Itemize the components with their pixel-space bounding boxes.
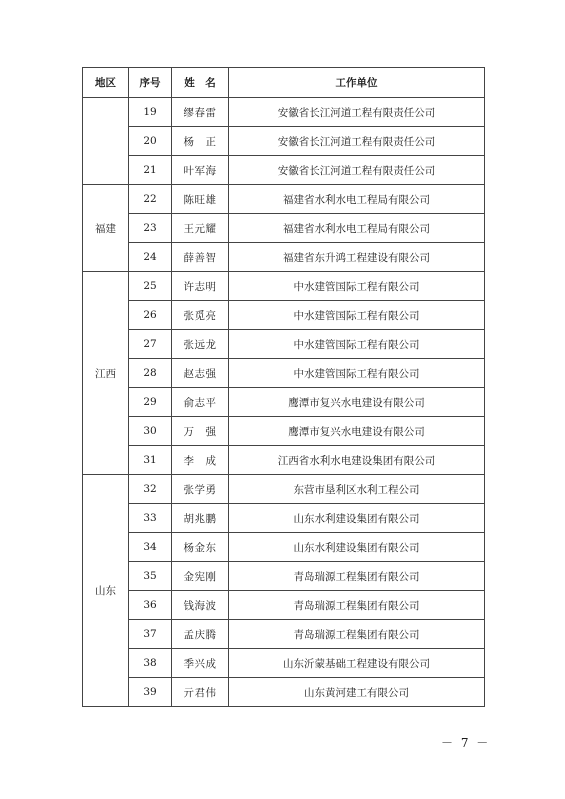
work-unit-cell: 福建省东升鸿工程建设有限公司 <box>229 243 485 272</box>
work-unit-cell: 中水建管国际工程有限公司 <box>229 359 485 388</box>
work-unit-cell: 江西省水利水电建设集团有限公司 <box>229 446 485 475</box>
number-cell: 34 <box>129 533 172 562</box>
table-row <box>83 301 485 330</box>
table-row <box>83 620 485 649</box>
table-row <box>83 475 485 504</box>
table-row <box>83 243 485 272</box>
table-row <box>83 330 485 359</box>
header-work-unit: 工作单位 <box>229 68 485 98</box>
number-cell: 37 <box>129 620 172 649</box>
table-row <box>83 214 485 243</box>
number-cell: 19 <box>129 98 172 127</box>
header-number: 序号 <box>129 68 172 98</box>
personnel-table <box>82 67 485 707</box>
work-unit-cell: 东营市垦利区水利工程公司 <box>229 475 485 504</box>
number-cell: 38 <box>129 649 172 678</box>
name-cell: 王元耀 <box>172 214 229 243</box>
name-cell: 薛善智 <box>172 243 229 272</box>
table-row <box>83 533 485 562</box>
work-unit-cell: 青岛瑞源工程集团有限公司 <box>229 591 485 620</box>
work-unit-cell: 中水建管国际工程有限公司 <box>229 330 485 359</box>
work-unit-cell: 山东水利建设集团有限公司 <box>229 533 485 562</box>
table-row <box>83 417 485 446</box>
number-cell: 22 <box>129 185 172 214</box>
number-cell: 26 <box>129 301 172 330</box>
work-unit-cell: 安徽省长江河道工程有限责任公司 <box>229 98 485 127</box>
region-cell: 福建 <box>83 185 129 272</box>
number-cell: 39 <box>129 678 172 707</box>
name-cell: 孟庆腾 <box>172 620 229 649</box>
name-cell: 陈旺雄 <box>172 185 229 214</box>
table-header-row <box>83 68 485 98</box>
number-cell: 23 <box>129 214 172 243</box>
work-unit-cell: 山东黄河建工有限公司 <box>229 678 485 707</box>
name-cell: 许志明 <box>172 272 229 301</box>
name-cell: 张觅亮 <box>172 301 229 330</box>
number-cell: 30 <box>129 417 172 446</box>
name-cell: 李 成 <box>172 446 229 475</box>
table-row <box>83 98 485 127</box>
table-row <box>83 591 485 620</box>
name-cell: 俞志平 <box>172 388 229 417</box>
work-unit-cell: 安徽省长江河道工程有限责任公司 <box>229 127 485 156</box>
table-row <box>83 649 485 678</box>
header-region: 地区 <box>83 68 129 98</box>
table-body <box>83 98 485 707</box>
name-cell: 亓君伟 <box>172 678 229 707</box>
number-cell: 31 <box>129 446 172 475</box>
work-unit-cell: 中水建管国际工程有限公司 <box>229 301 485 330</box>
name-cell: 钱海波 <box>172 591 229 620</box>
name-cell: 赵志强 <box>172 359 229 388</box>
name-cell: 杨金东 <box>172 533 229 562</box>
number-cell: 21 <box>129 156 172 185</box>
name-cell: 缪春雷 <box>172 98 229 127</box>
table-row <box>83 156 485 185</box>
table-row <box>83 359 485 388</box>
work-unit-cell: 福建省水利水电工程局有限公司 <box>229 185 485 214</box>
table-row <box>83 504 485 533</box>
table-row <box>83 185 485 214</box>
table-row <box>83 446 485 475</box>
table-row <box>83 678 485 707</box>
table-row <box>83 127 485 156</box>
number-cell: 29 <box>129 388 172 417</box>
number-cell: 25 <box>129 272 172 301</box>
name-cell: 杨 正 <box>172 127 229 156</box>
number-cell: 32 <box>129 475 172 504</box>
number-cell: 24 <box>129 243 172 272</box>
work-unit-cell: 中水建管国际工程有限公司 <box>229 272 485 301</box>
page-number: － 7 － <box>441 736 491 750</box>
name-cell: 张学勇 <box>172 475 229 504</box>
name-cell: 叶军海 <box>172 156 229 185</box>
table-row <box>83 272 485 301</box>
work-unit-cell: 鹰潭市复兴水电建设有限公司 <box>229 388 485 417</box>
name-cell: 张远龙 <box>172 330 229 359</box>
number-cell: 33 <box>129 504 172 533</box>
work-unit-cell: 青岛瑞源工程集团有限公司 <box>229 562 485 591</box>
work-unit-cell: 山东沂蒙基础工程建设有限公司 <box>229 649 485 678</box>
work-unit-cell: 安徽省长江河道工程有限责任公司 <box>229 156 485 185</box>
table-row <box>83 562 485 591</box>
region-cell <box>83 98 129 185</box>
work-unit-cell: 山东水利建设集团有限公司 <box>229 504 485 533</box>
work-unit-cell: 青岛瑞源工程集团有限公司 <box>229 620 485 649</box>
name-cell: 万 强 <box>172 417 229 446</box>
header-name: 姓 名 <box>172 68 229 98</box>
name-cell: 胡兆鹏 <box>172 504 229 533</box>
table-row <box>83 388 485 417</box>
number-cell: 27 <box>129 330 172 359</box>
name-cell: 季兴成 <box>172 649 229 678</box>
number-cell: 28 <box>129 359 172 388</box>
work-unit-cell: 福建省水利水电工程局有限公司 <box>229 214 485 243</box>
region-cell: 江西 <box>83 272 129 475</box>
work-unit-cell: 鹰潭市复兴水电建设有限公司 <box>229 417 485 446</box>
name-cell: 金宪刚 <box>172 562 229 591</box>
number-cell: 20 <box>129 127 172 156</box>
region-cell: 山东 <box>83 475 129 707</box>
number-cell: 36 <box>129 591 172 620</box>
number-cell: 35 <box>129 562 172 591</box>
